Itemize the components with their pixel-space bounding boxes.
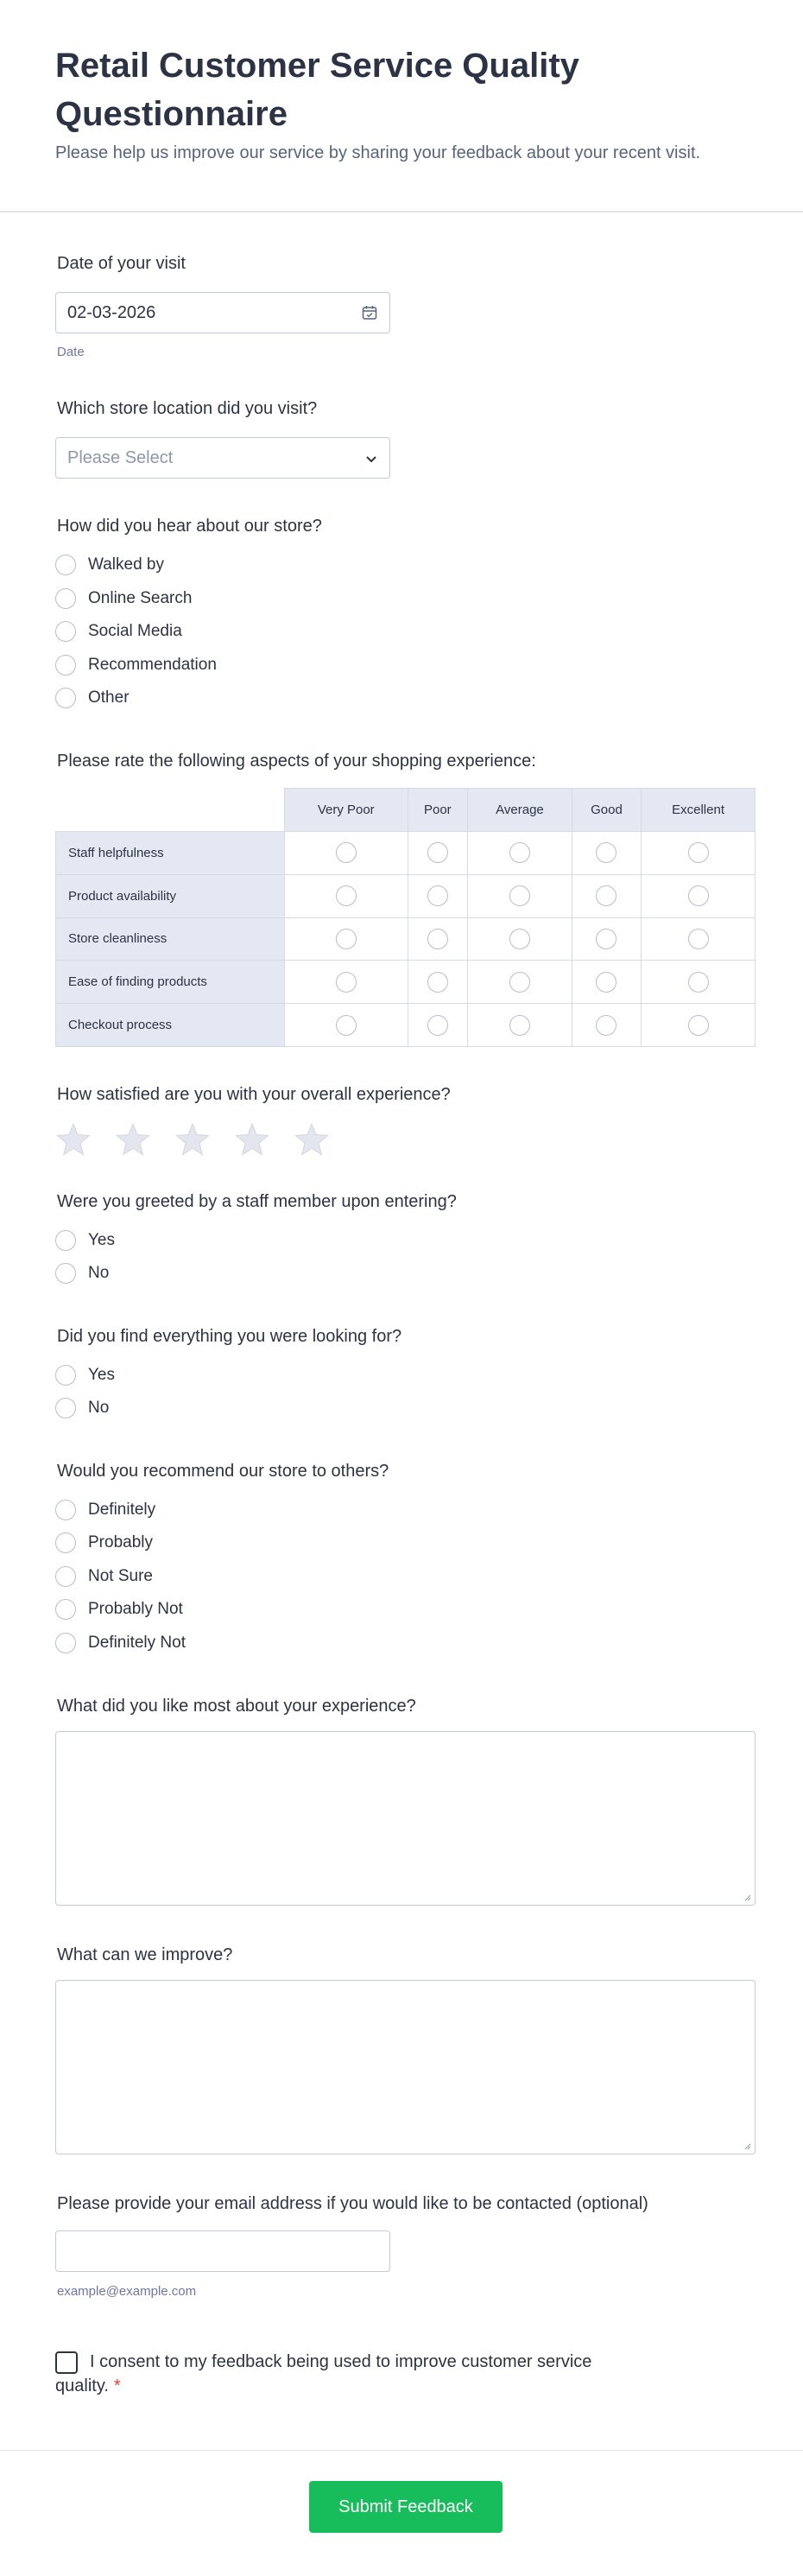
radio-button[interactable] bbox=[55, 688, 76, 708]
matrix-radio[interactable] bbox=[336, 929, 357, 949]
store-location-label: Which store location did you visit? bbox=[57, 399, 318, 418]
greeted-option[interactable] bbox=[55, 1228, 115, 1253]
matrix-radio[interactable] bbox=[509, 885, 530, 906]
matrix-column-header: Good bbox=[572, 789, 641, 832]
form-subtitle: Please help us improve our service by sharing your feedback about your recent visit. bbox=[55, 143, 701, 162]
matrix-header-row bbox=[56, 789, 756, 832]
found-everything-label: Did you find everything you were looking for? bbox=[57, 1327, 402, 1346]
matrix-radio[interactable] bbox=[596, 1015, 616, 1036]
form-header bbox=[0, 0, 803, 213]
radio-label: Probably bbox=[88, 1533, 153, 1551]
hear-about-option[interactable] bbox=[55, 619, 182, 644]
radio-button[interactable] bbox=[55, 1365, 76, 1386]
radio-label: Yes bbox=[88, 1366, 115, 1384]
hear-about-option[interactable] bbox=[55, 686, 130, 710]
matrix-radio[interactable] bbox=[336, 842, 357, 863]
store-location-placeholder: Please Select bbox=[67, 448, 174, 467]
email-field[interactable] bbox=[55, 2230, 390, 2272]
hear-about-label: How did you hear about our store? bbox=[57, 517, 322, 536]
rating-matrix bbox=[55, 788, 756, 1047]
radio-label: Yes bbox=[88, 1231, 115, 1249]
recommend-option[interactable] bbox=[55, 1597, 183, 1621]
radio-label: No bbox=[88, 1399, 110, 1417]
matrix-row bbox=[56, 1004, 756, 1047]
star-rating bbox=[55, 1121, 353, 1158]
email-sublabel: example@example.com bbox=[57, 2284, 197, 2299]
visit-date-label: Date of your visit bbox=[57, 254, 186, 273]
matrix-row bbox=[56, 961, 756, 1004]
star-icon[interactable] bbox=[294, 1121, 330, 1158]
matrix-radio[interactable] bbox=[688, 929, 709, 949]
radio-button[interactable] bbox=[55, 555, 76, 575]
consent-text-line2: quality. bbox=[55, 2376, 109, 2395]
radio-label: Social Media bbox=[88, 622, 182, 640]
greeted-label: Were you greeted by a staff member upon entering? bbox=[57, 1192, 457, 1211]
matrix-radio[interactable] bbox=[509, 972, 530, 993]
matrix-radio[interactable] bbox=[596, 972, 616, 993]
recommend-label: Would you recommend our store to others? bbox=[57, 1462, 389, 1481]
matrix-row-label: Staff helpfulness bbox=[56, 832, 285, 875]
chevron-down-icon bbox=[364, 451, 379, 466]
matrix-row-label: Product availability bbox=[56, 874, 285, 917]
recommend-option[interactable] bbox=[55, 1564, 153, 1589]
matrix-radio[interactable] bbox=[596, 842, 616, 863]
matrix-radio[interactable] bbox=[688, 1015, 709, 1036]
satisfaction-label: How satisfied are you with your overall experience? bbox=[57, 1085, 451, 1104]
matrix-radio[interactable] bbox=[336, 885, 357, 906]
radio-button[interactable] bbox=[55, 1532, 76, 1553]
form-title: Retail Customer Service Quality Questionnaire bbox=[55, 47, 579, 133]
radio-button[interactable] bbox=[55, 621, 76, 642]
matrix-radio[interactable] bbox=[509, 929, 530, 949]
submit-button[interactable]: Submit Feedback bbox=[309, 2481, 503, 2533]
visit-date-input[interactable] bbox=[55, 292, 390, 333]
matrix-radio[interactable] bbox=[509, 842, 530, 863]
star-icon[interactable] bbox=[234, 1121, 270, 1158]
matrix-radio[interactable] bbox=[427, 885, 448, 906]
hear-about-option[interactable] bbox=[55, 653, 217, 677]
visit-date-value: 02-03-2026 bbox=[67, 303, 156, 322]
star-icon[interactable] bbox=[115, 1121, 151, 1158]
greeted-option[interactable] bbox=[55, 1261, 109, 1285]
matrix-row-label: Store cleanliness bbox=[56, 917, 285, 961]
matrix-radio[interactable] bbox=[509, 1015, 530, 1036]
found-everything-option[interactable] bbox=[55, 1396, 109, 1420]
radio-button[interactable] bbox=[55, 588, 76, 609]
matrix-column-header: Excellent bbox=[642, 789, 756, 832]
star-icon[interactable] bbox=[174, 1121, 211, 1158]
radio-label: Definitely bbox=[88, 1501, 156, 1519]
radio-label: Not Sure bbox=[88, 1567, 153, 1585]
radio-label: Probably Not bbox=[88, 1600, 183, 1618]
matrix-radio[interactable] bbox=[688, 842, 709, 863]
matrix-radio[interactable] bbox=[596, 885, 616, 906]
matrix-radio[interactable] bbox=[427, 929, 448, 949]
matrix-radio[interactable] bbox=[596, 929, 616, 949]
improve-label: What can we improve? bbox=[57, 1945, 233, 1964]
matrix-row bbox=[56, 832, 756, 875]
visit-date-sublabel: Date bbox=[57, 345, 85, 359]
radio-button[interactable] bbox=[55, 1633, 76, 1653]
consent-checkbox[interactable] bbox=[55, 2351, 78, 2374]
matrix-radio[interactable] bbox=[336, 1015, 357, 1036]
matrix-radio[interactable] bbox=[427, 842, 448, 863]
radio-label: Online Search bbox=[88, 589, 193, 607]
hear-about-option[interactable] bbox=[55, 587, 192, 611]
radio-button[interactable] bbox=[55, 655, 76, 676]
matrix-row bbox=[56, 917, 756, 961]
store-location-select[interactable] bbox=[55, 437, 390, 479]
star-icon[interactable] bbox=[55, 1121, 92, 1158]
matrix-column-header: Poor bbox=[408, 789, 468, 832]
hear-about-option[interactable] bbox=[55, 553, 164, 577]
calendar-icon[interactable] bbox=[362, 305, 377, 320]
matrix-column-header: Very Poor bbox=[285, 789, 408, 832]
resize-grip-icon[interactable] bbox=[743, 1893, 751, 1901]
radio-button[interactable] bbox=[55, 1566, 76, 1587]
radio-button[interactable] bbox=[55, 1230, 76, 1251]
radio-label: Walked by bbox=[88, 555, 164, 574]
consent-text-continued bbox=[55, 2374, 121, 2398]
matrix-corner bbox=[56, 789, 285, 832]
liked-most-label: What did you like most about your experience? bbox=[57, 1697, 416, 1716]
matrix-column-header: Average bbox=[468, 789, 572, 832]
matrix-radio[interactable] bbox=[427, 1015, 448, 1036]
recommend-option[interactable] bbox=[55, 1631, 186, 1655]
matrix-radio[interactable] bbox=[688, 885, 709, 906]
email-label: Please provide your email address if you would like to be contacted (optional) bbox=[57, 2194, 648, 2213]
radio-label: Other bbox=[88, 688, 130, 707]
radio-label: Definitely Not bbox=[88, 1634, 186, 1652]
matrix-radio[interactable] bbox=[336, 972, 357, 993]
radio-button[interactable] bbox=[55, 1398, 76, 1418]
matrix-row-label: Ease of finding products bbox=[56, 961, 285, 1004]
radio-button[interactable] bbox=[55, 1263, 76, 1284]
required-marker: * bbox=[113, 2376, 121, 2395]
matrix-radio[interactable] bbox=[427, 972, 448, 993]
liked-most-textarea[interactable] bbox=[55, 1731, 756, 1906]
improve-textarea[interactable] bbox=[55, 1980, 756, 2154]
radio-label: No bbox=[88, 1264, 110, 1282]
radio-label: Recommendation bbox=[88, 656, 217, 674]
radio-button[interactable] bbox=[55, 1500, 76, 1520]
rating-matrix-label: Please rate the following aspects of your shopping experience: bbox=[57, 752, 536, 771]
recommend-option[interactable] bbox=[55, 1531, 153, 1555]
matrix-row bbox=[56, 874, 756, 917]
resize-grip-icon[interactable] bbox=[743, 2141, 751, 2150]
found-everything-option[interactable] bbox=[55, 1363, 115, 1387]
recommend-option[interactable] bbox=[55, 1498, 155, 1522]
matrix-radio[interactable] bbox=[688, 972, 709, 993]
matrix-row-label: Checkout process bbox=[56, 1004, 285, 1047]
radio-button[interactable] bbox=[55, 1599, 76, 1620]
consent-text: I consent to my feedback being used to improve customer service bbox=[90, 2352, 592, 2371]
